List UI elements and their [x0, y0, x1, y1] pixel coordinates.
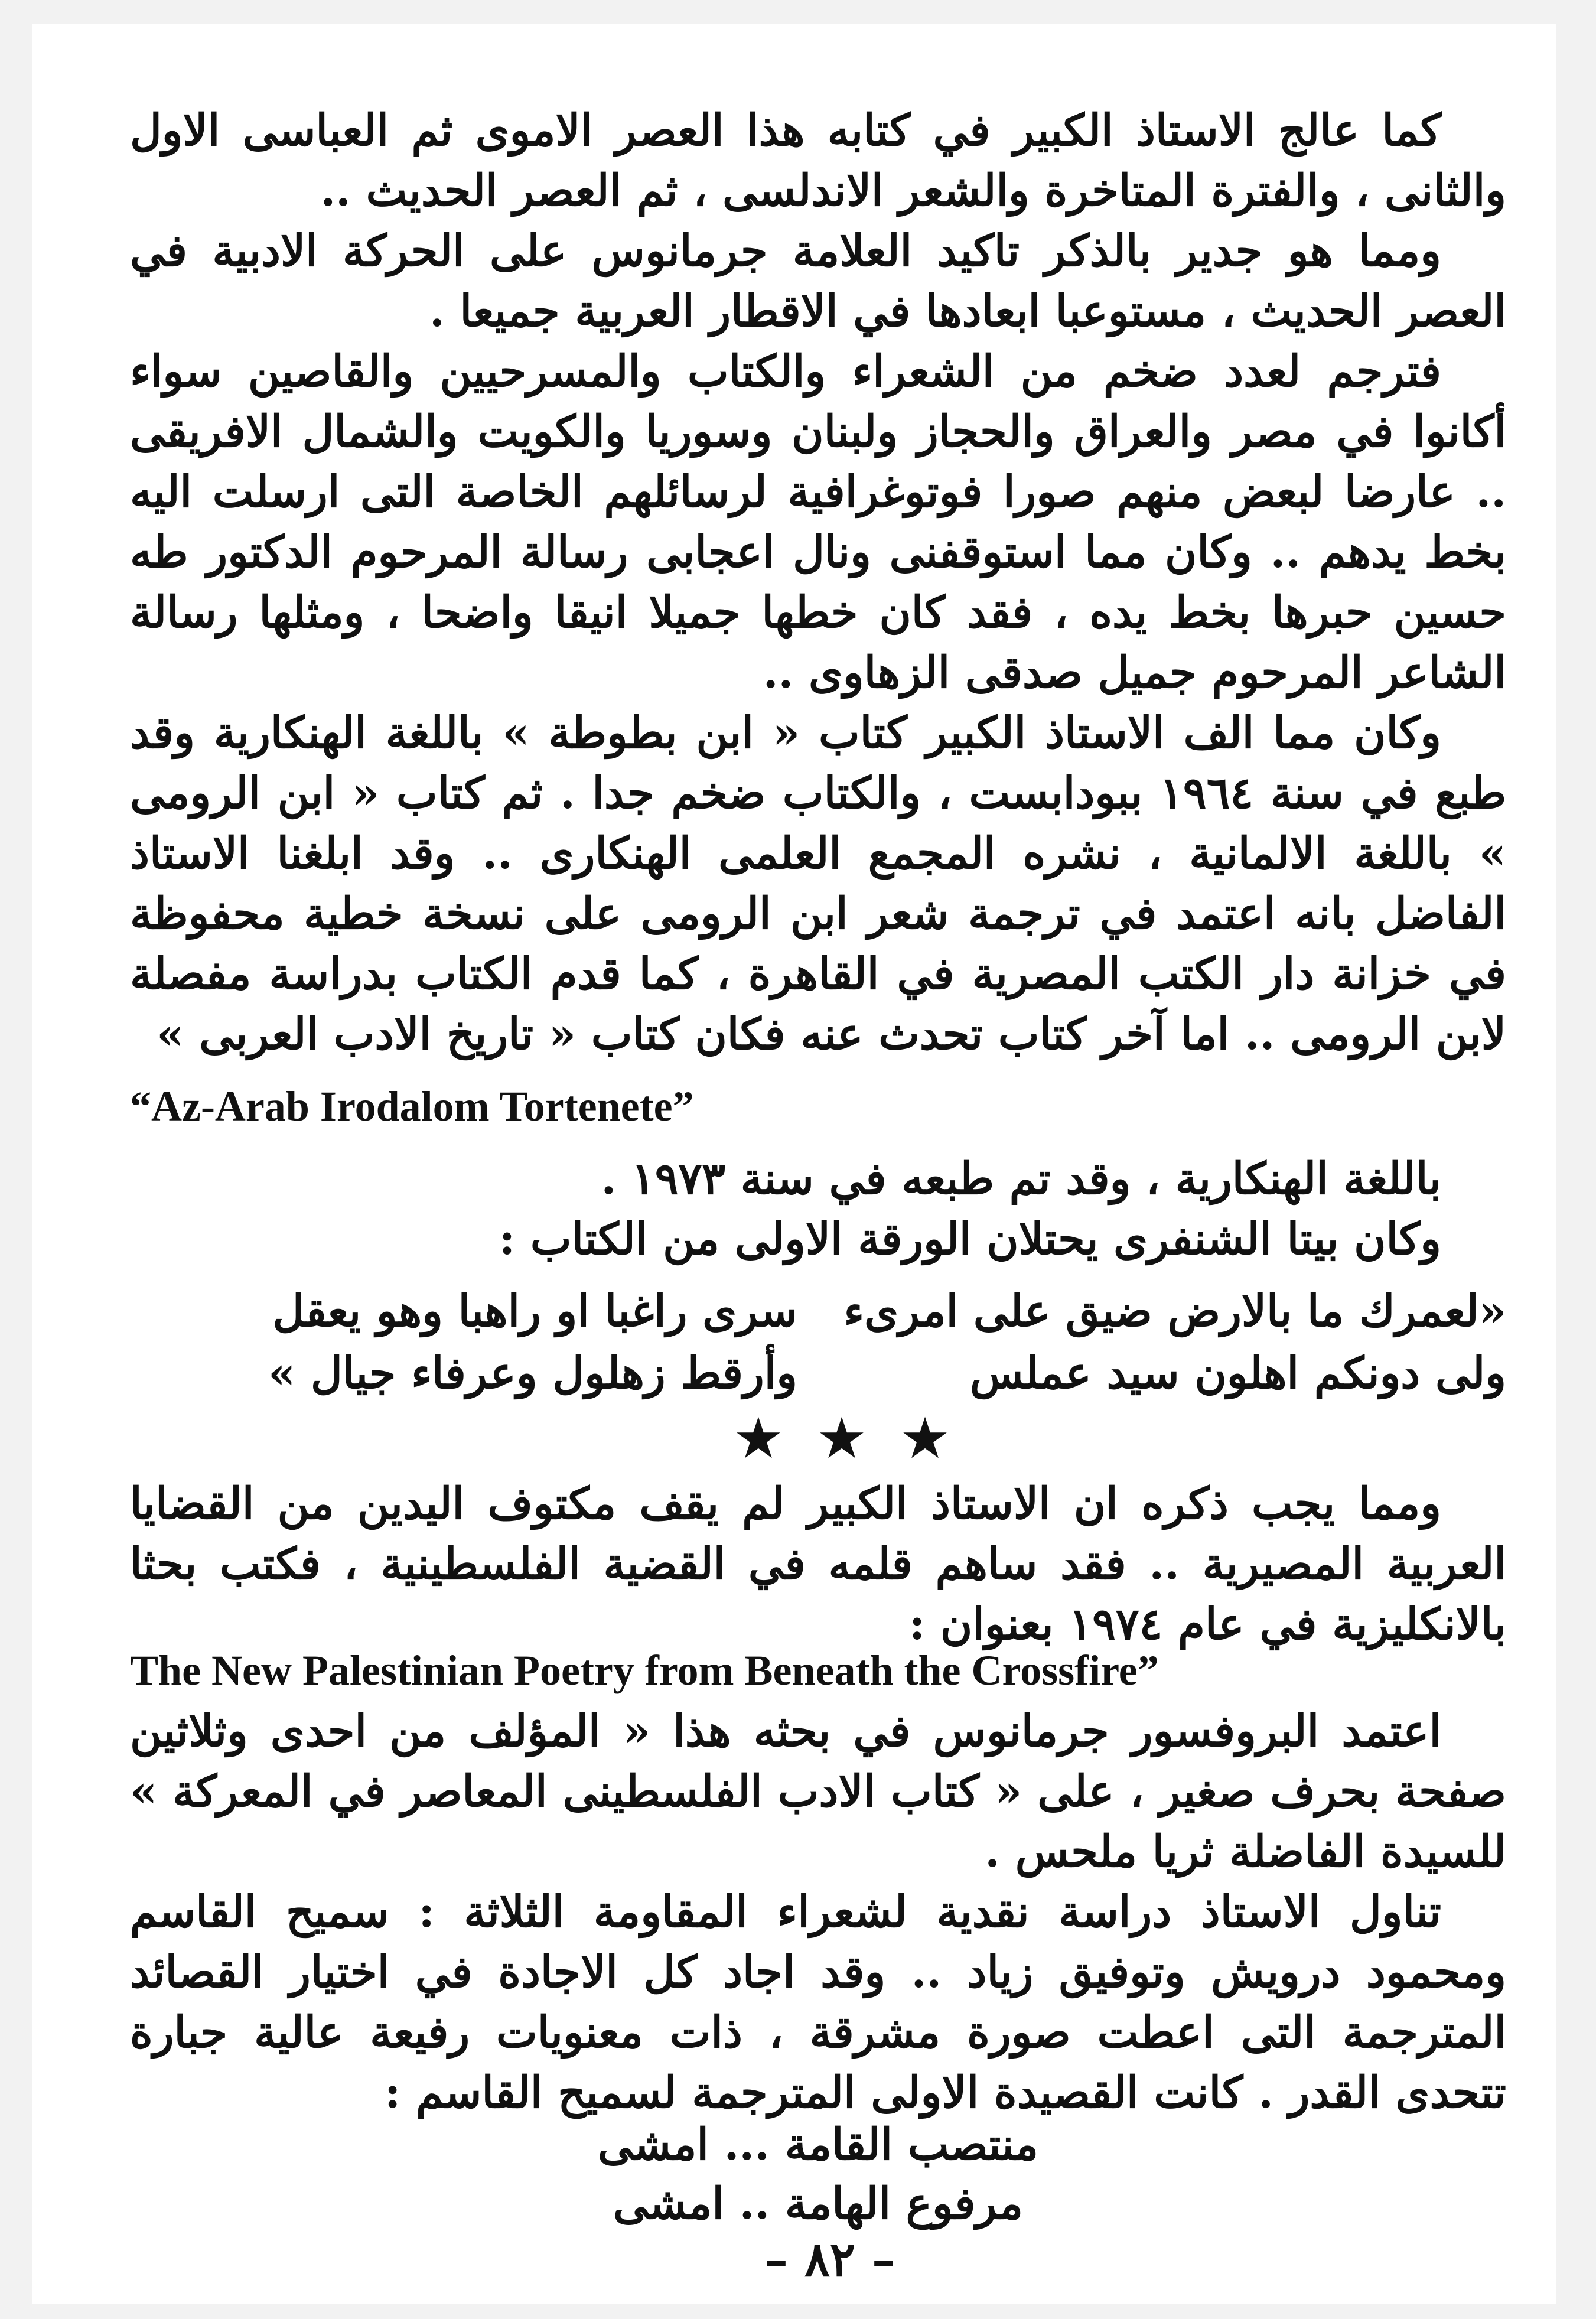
paragraph: ومما هو جدير بالذكر تاكيد العلامة جرمانوس على الحركة الادبية في العصر الحديث ، مستوعبا ابعادها في الاقطار العربية جميعا . — [130, 226, 1506, 337]
poem-hemistich-second: سرى راغبا او راهبا وهو يعقل — [272, 1286, 797, 1337]
body-section-4 — [130, 1701, 1506, 2123]
document-page — [32, 24, 1556, 2304]
body-section-3 — [130, 1474, 1506, 1654]
body-section-2 — [130, 1149, 1506, 1269]
paragraph: ومما يجب ذكره ان الاستاذ الكبير لم يقف مكتوف اليدين من القضايا العربية المصيرية .. فقد ساهم قلمه في القضية الفلسطينية ، فكتب بحثا بالانكليزية في عام ١٩٧٤ بعنوان : — [130, 1478, 1506, 1650]
page-number: – ٨٢ – — [764, 2232, 895, 2287]
paragraph: فترجم لعدد ضخم من الشعراء والكتاب والمسرحيين والقاصين سواء أكانوا في مصر والعراق والحجاز ولبنان وسوريا والكويت والشمال الافريقى .. عارضا لبعض منهم صورا فوتوغرافية لرسائلهم الخاصة التى ارسلت اليه بخط يدهم .. وكان مما استوقفنى ونال اعجابى رسالة المرحوم الدكتور طه حسين حبرها بخط يده ، فقد كان خطها جميلا انيقا واضحا ، ومثلها رسالة الشاعر المرحوم جميل صدقى الزهاوى .. — [130, 346, 1506, 698]
poem-verse-1 — [130, 1279, 1506, 1344]
poem-hemistich-second: وأرقط زهلول وعرفاء جيال » — [268, 1348, 797, 1399]
star-icon: ★ — [732, 1405, 784, 1471]
closing-verse: منتصب القامة ... امشى — [598, 2119, 1038, 2170]
body-section-1 — [130, 100, 1506, 1064]
star-icon: ★ — [816, 1405, 868, 1471]
star-icon: ★ — [900, 1405, 951, 1471]
section-divider-stars — [700, 1406, 983, 1471]
paragraph: تناول الاستاذ دراسة نقدية لشعراء المقاومة الثلاثة : سميح القاسم ومحمود درويش وتوفيق زياد .. وقد اجاد كل الاجادة في اختيار القصائد المترجمة التى اعطت صورة مشرقة ، ذات معنويات رفيعة عالية جبارة تتحدى القدر . كانت القصيدة الاولى المترجمة لسميح القاسم : — [130, 1887, 1506, 2118]
poem-hemistich-first: «لعمرك ما بالارض ضيق على امرىء — [843, 1286, 1506, 1337]
closing-verse: مرفوع الهامة .. امشى — [613, 2178, 1023, 2229]
hungarian-book-title: “Az-Arab Irodalom Tortenete” — [130, 1083, 694, 1130]
paragraph: وكان مما الف الاستاذ الكبير كتاب « ابن بطوطة » باللغة الهنكارية وقد طبع في سنة ١٩٦٤ ببودابست ، والكتاب ضخم جدا . ثم كتاب « ابن الرومى » باللغة الالمانية ، نشره المجمع العلمى الهنكارى .. وقد ابلغنا الاستاذ الفاضل بانه اعتمد في ترجمة شعر ابن الرومى على نسخة خطية محفوظة في خزانة دار الكتب المصرية في القاهرة ، كما قدم الكتاب بدراسة مفصلة لابن الرومى .. اما آخر كتاب تحدث عنه فكان كتاب « تاريخ الادب العربى » — [130, 708, 1506, 1060]
english-paper-title: The New Palestinian Poetry from Beneath the Crossfire” — [130, 1647, 1159, 1694]
paragraph: باللغة الهنكارية ، وقد تم طبعه في سنة ١٩٧٣ . — [601, 1154, 1441, 1204]
paragraph: كما عالج الاستاذ الكبير في كتابه هذا العصر الاموى ثم العباسى الاول والثانى ، والفترة المتاخرة والشعر الاندلسى ، ثم العصر الحديث .. — [130, 105, 1506, 216]
paragraph: اعتمد البروفسور جرمانوس في بحثه هذا « المؤلف من احدى وثلاثين صفحة بحرف صغير ، على « كتاب الادب الفلسطينى المعاصر في المعركة » للسيدة الفاضلة ثريا ملحس . — [130, 1706, 1506, 1877]
poem-hemistich-first: ولى دونكم اهلون سيد عملس — [969, 1348, 1506, 1399]
paragraph: وكان بيتا الشنفرى يحتلان الورقة الاولى من الكتاب : — [499, 1214, 1441, 1265]
poem-verse-2 — [130, 1341, 1506, 1406]
